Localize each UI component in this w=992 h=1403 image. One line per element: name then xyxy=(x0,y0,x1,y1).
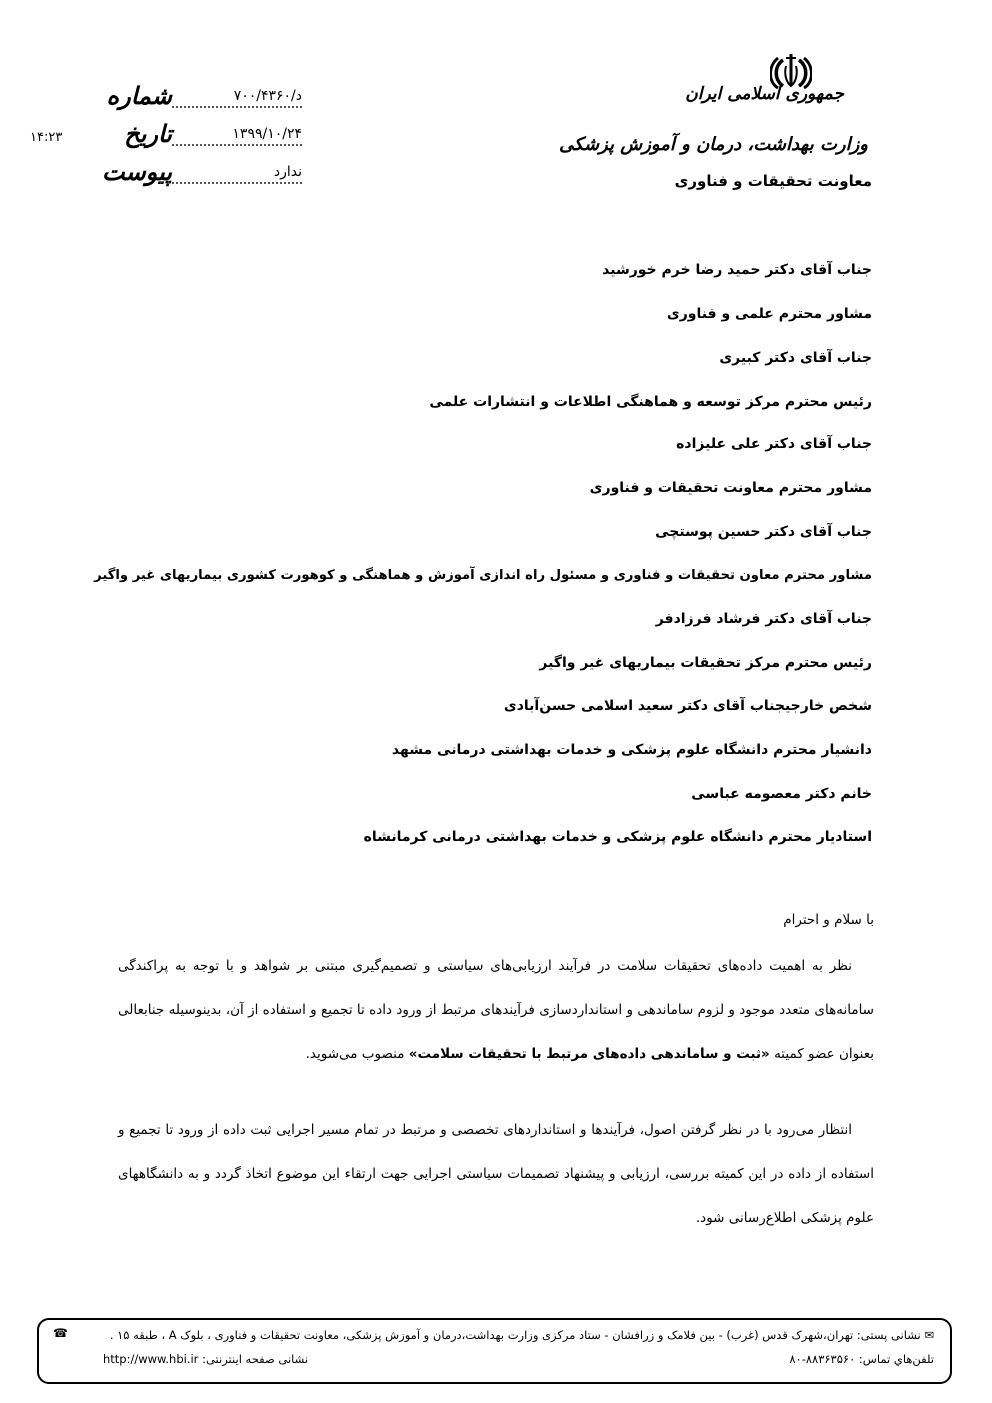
para1-start: نظر به اهمیت داده‌های تحقیقات سلامت در فرآیند ارزیابی‌های سیاستی و تصمیم‌گیری مبتنی بر شواهد و با توجه به پراکندگی سامانه‌های متعدد موجود و لزوم ساماندهی و استانداردسازی فرآیندهای مرتبط از ورود داده تا تجمیع و استفاده از آن، بدینوسیله جنابعالی بعنوان عضو کمیته xyxy=(118,958,874,1062)
body-paragraph-2 xyxy=(118,1108,874,1240)
greeting: با سلام و احترام xyxy=(783,912,874,928)
letter-date-row xyxy=(124,119,302,148)
footer-phone: تلفن‌هاي تماس: ۸۸۳۶۳۵۶۰-۸۰ xyxy=(789,1352,934,1366)
date-label: تاریخ xyxy=(124,119,172,148)
committee-name: «ثبت و ساماندهی داده‌های مرتبط با تحقیقات سلامت» xyxy=(408,1046,770,1062)
footer-website-link[interactable]: نشانی صفحه اینترنتی: http://www.hbi.ir xyxy=(103,1352,309,1366)
recipient-line: مشاور محترم معاونت تحقیقات و فناوری xyxy=(589,480,872,496)
footer-address: ✉ نشانی پستی: تهران،شهرک قدس (غرب) - بین فلامک و زرافشان - ستاد مرکزی وزارت بهداشت،درمان و آموزش پزشکی، معاونت تحقیقات و فناوری ، بلوک A ، طبقه ۱۵ . xyxy=(109,1328,934,1342)
attachment-value: ندارد xyxy=(172,164,302,184)
footer-box xyxy=(37,1318,952,1384)
time-stamp: ۱۴:۲۳ xyxy=(30,130,63,145)
attachment-label: پیوست xyxy=(102,157,172,186)
recipient-line: رئیس محترم مرکز تحقیقات بیماریهای غیر واگیر xyxy=(539,655,872,671)
recipient-line: جناب آقای دکتر فرشاد فرزادفر xyxy=(655,611,872,627)
recipient-line: جناب آقای دکتر حسین پوستچی xyxy=(655,524,872,540)
letter-attachment-row xyxy=(102,157,302,186)
recipient-line: جناب آقای دکتر کبیری xyxy=(719,350,872,366)
recipient-line: رئیس محترم مرکز توسعه و هماهنگی اطلاعات و انتشارات علمی xyxy=(429,394,872,410)
letter-number-row xyxy=(106,81,302,110)
number-label: شماره xyxy=(106,81,172,110)
body-paragraph-1 xyxy=(118,944,874,1076)
recipient-line: مشاور محترم علمی و فناوری xyxy=(666,306,872,322)
date-value: ۱۳۹۹/۱۰/۲۴ xyxy=(172,126,302,146)
para2-text: انتظار می‌رود با در نظر گرفتن اصول، فرآیندها و استانداردهای تخصصی و مرتبط در تمام مسیر اجرایی ثبت داده از ورود تا تجمیع و استفاده از داده در این کمیته بررسی، ارزیابی و پیشنهاد تصمیمات سیاستی اجرایی جهت ارتقاء این موضوع اتخاذ گردد و به دانشگاههای علوم پزشکی اطلاع‌رسانی شود. xyxy=(118,1122,874,1226)
recipient-line: مشاور محترم معاون تحقیقات و فناوری و مسئول راه اندازی آموزش و هماهنگی و کوهورت کشوری بیماریهای غیر واگیر xyxy=(94,568,872,583)
recipient-line: جناب آقای دکتر حمید رضا خرم خورشید xyxy=(602,262,872,278)
recipient-line: استادیار محترم دانشگاه علوم پزشکی و خدمات بهداشتی درمانی کرمانشاه xyxy=(363,829,872,845)
phone-icon: ☎ xyxy=(53,1326,68,1340)
ministry-title: وزارت بهداشت، درمان و آموزش پزشکی xyxy=(559,134,868,155)
number-value: د/۷۰۰/۴۳۶۰ xyxy=(172,88,302,108)
recipient-line: خانم دکتر معصومه عباسی xyxy=(691,786,872,802)
deputy-title: معاونت تحقیقات و فناوری xyxy=(674,172,872,190)
para1-end: منصوب می‌شوید. xyxy=(305,1046,409,1062)
recipient-line: دانشیار محترم دانشگاه علوم پزشکی و خدمات بهداشتی درمانی مشهد xyxy=(391,742,872,758)
recipient-line: جناب آقای دکتر علی علیزاده xyxy=(676,436,872,452)
republic-title: جمهوری اسلامی ایران xyxy=(685,84,844,104)
recipient-line: شخص خارجیجناب آقای دکتر سعید اسلامی حسن‌آبادی xyxy=(503,698,872,714)
